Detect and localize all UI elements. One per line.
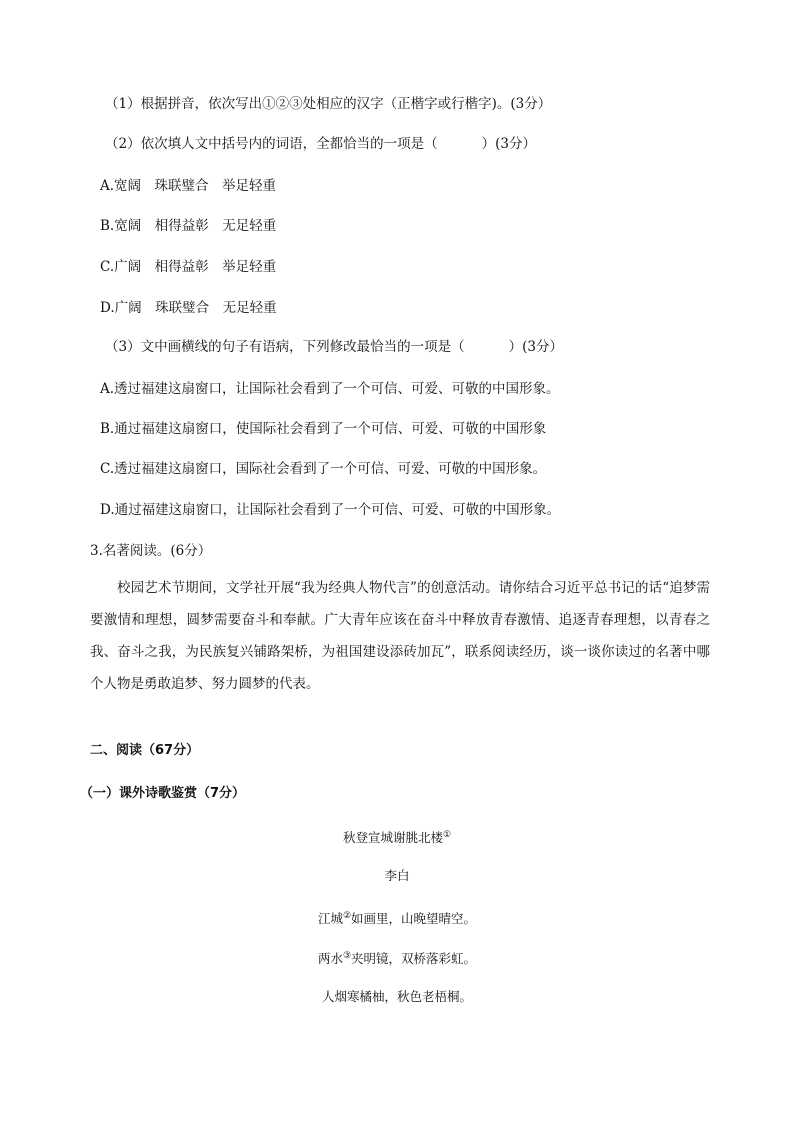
q2-option-d: D.广阔 珠联璧合 无足轻重 xyxy=(100,300,277,316)
poem-line-2-end: 夹明镜，双桥落彩虹。 xyxy=(351,951,477,967)
footnote-marker: ② xyxy=(342,911,352,921)
question-3-text: （3）文中画横线的句子有语病，下列修改最恰当的一项是（ xyxy=(105,339,465,355)
question-3-score: ）(3分） xyxy=(508,339,563,355)
q3-option-a: A.透过福建这扇窗口，让国际社会看到了一个可信、可爱、可敬的中国形象。 xyxy=(100,381,560,397)
poem-line-1-end: 如画里，山晚望晴空。 xyxy=(351,911,477,927)
poem-line-2 xyxy=(0,946,794,969)
poem-line-3: 人烟寒橘柚，秋色老梧桐。 xyxy=(321,989,472,1004)
question-2-score: ）(3分） xyxy=(481,136,536,152)
q2-option-b: B.宽阔 相得益彰 无足轻重 xyxy=(100,218,277,234)
poem-line-1 xyxy=(0,906,794,929)
question-2 xyxy=(105,134,536,154)
part-2-heading: 二、阅读（67分） xyxy=(90,743,200,758)
question-2-text: （2）依次填人文中括号内的词语，全都恰当的一项是（ xyxy=(105,136,438,152)
q2-option-a: A.宽阔 珠联璧合 举足轻重 xyxy=(100,178,277,194)
section-3-title: 3.名著阅读。(6分） xyxy=(90,543,212,559)
footnote-marker: ① xyxy=(442,830,452,840)
q3-option-d: D.通过福建这扇窗口，让国际社会看到了一个可信、可爱、可敬的中国形象。 xyxy=(100,502,561,518)
q2-option-c: C.广阔 相得益彰 举足轻重 xyxy=(100,259,277,275)
question-1: （1）根据拼音，依次写出①②③处相应的汉字（正楷字或行楷字)。(3分） xyxy=(105,96,552,112)
poem-line-2-start: 两水 xyxy=(317,951,343,967)
q3-option-b: B.通过福建这扇窗口，使国际社会看到了一个可信、可爱、可敬的中国形象 xyxy=(100,421,547,437)
section-3-paragraph: 校园艺术节期间，文学社开展“我为经典人物代言”的创意活动。请你结合习近平总书记的话“追梦需要激情和理想，圆梦需要奋斗和奉献。广大青年应该在奋斗中释放青春激情、追逐青春理想，以青春之我、奋斗之我，为民族复兴铺路架桥，为祖国建设添砖加瓦”，联系阅读经历，谈一谈你读过的名著中哪个人物是勇敢追梦、努力圆梦的代表。 xyxy=(90,580,710,692)
poem-title xyxy=(0,825,794,848)
poem-author: 李白 xyxy=(384,868,410,883)
question-3 xyxy=(105,337,563,357)
poem-title-text: 秋登宣城谢朓北楼 xyxy=(342,830,443,846)
q3-option-c: C.透过福建这扇窗口，国际社会看到了一个可信、可爱、可敬的中国形象。 xyxy=(100,461,547,477)
poetry-section-heading: （一）课外诗歌鉴赏（7分） xyxy=(80,786,246,801)
footnote-marker: ③ xyxy=(342,951,352,961)
poem-line-1-start: 江城 xyxy=(317,911,343,927)
